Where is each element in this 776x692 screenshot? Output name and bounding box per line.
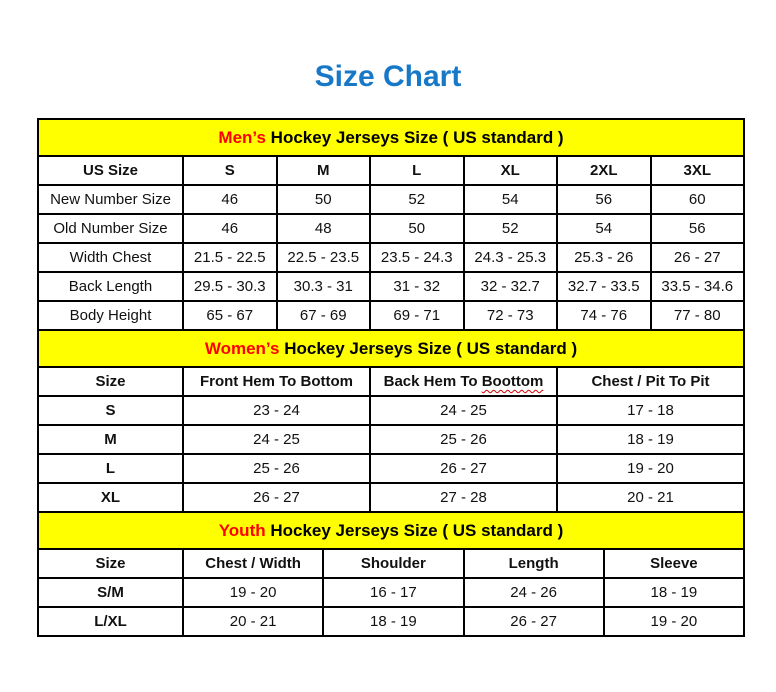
womens-cell-2-1: 26 - 27 bbox=[370, 454, 557, 483]
youth-cell-0-1: 16 - 17 bbox=[323, 578, 463, 607]
womens-row-3 bbox=[38, 483, 744, 512]
womens-row-1 bbox=[38, 425, 744, 454]
youth-banner-highlight: Youth bbox=[218, 520, 266, 540]
womens-column-header-3: Chest / Pit To Pit bbox=[557, 367, 744, 396]
mens-column-header-2: M bbox=[277, 156, 371, 185]
mens-banner-highlight: Men’s bbox=[218, 127, 266, 147]
mens-cell-4-1: 67 - 69 bbox=[277, 301, 371, 330]
youth-row-0 bbox=[38, 578, 744, 607]
mens-column-header-0: US Size bbox=[38, 156, 183, 185]
mens-cell-0-2: 52 bbox=[370, 185, 464, 214]
mens-column-header-6: 3XL bbox=[651, 156, 745, 185]
size-table-youth bbox=[37, 511, 745, 637]
mens-column-header-3: L bbox=[370, 156, 464, 185]
womens-header-row bbox=[38, 367, 744, 396]
mens-cell-4-3: 72 - 73 bbox=[464, 301, 558, 330]
mens-cell-1-5: 56 bbox=[651, 214, 745, 243]
mens-cell-3-2: 31 - 32 bbox=[370, 272, 464, 301]
mens-cell-4-0: 65 - 67 bbox=[183, 301, 277, 330]
youth-header-row bbox=[38, 549, 744, 578]
mens-row-4 bbox=[38, 301, 744, 330]
womens-row-0 bbox=[38, 396, 744, 425]
mens-cell-4-4: 74 - 76 bbox=[557, 301, 651, 330]
youth-cell-1-2: 26 - 27 bbox=[464, 607, 604, 636]
youth-row-label-0: S/M bbox=[38, 578, 183, 607]
mens-row-2 bbox=[38, 243, 744, 272]
mens-cell-2-4: 25.3 - 26 bbox=[557, 243, 651, 272]
womens-cell-1-1: 25 - 26 bbox=[370, 425, 557, 454]
mens-cell-3-0: 29.5 - 30.3 bbox=[183, 272, 277, 301]
mens-cell-0-3: 54 bbox=[464, 185, 558, 214]
womens-cell-0-1: 24 - 25 bbox=[370, 396, 557, 425]
page-title: Size Chart bbox=[314, 60, 462, 93]
womens-cell-0-2: 17 - 18 bbox=[557, 396, 744, 425]
womens-cell-3-0: 26 - 27 bbox=[183, 483, 370, 512]
youth-cell-0-2: 24 - 26 bbox=[464, 578, 604, 607]
mens-banner-row bbox=[38, 119, 744, 156]
youth-cell-1-0: 20 - 21 bbox=[183, 607, 323, 636]
womens-row-2 bbox=[38, 454, 744, 483]
mens-cell-0-0: 46 bbox=[183, 185, 277, 214]
mens-cell-0-5: 60 bbox=[651, 185, 745, 214]
mens-row-1 bbox=[38, 214, 744, 243]
mens-cell-2-5: 26 - 27 bbox=[651, 243, 745, 272]
mens-row-label-4: Body Height bbox=[38, 301, 183, 330]
youth-row-label-1: L/XL bbox=[38, 607, 183, 636]
mens-cell-0-4: 56 bbox=[557, 185, 651, 214]
womens-cell-2-2: 19 - 20 bbox=[557, 454, 744, 483]
womens-row-label-2: L bbox=[38, 454, 183, 483]
youth-column-header-1: Chest / Width bbox=[183, 549, 323, 578]
mens-header-row bbox=[38, 156, 744, 185]
mens-cell-4-2: 69 - 71 bbox=[370, 301, 464, 330]
mens-row-label-1: Old Number Size bbox=[38, 214, 183, 243]
size-table-womens bbox=[37, 329, 745, 513]
youth-column-header-2: Shoulder bbox=[323, 549, 463, 578]
womens-cell-3-1: 27 - 28 bbox=[370, 483, 557, 512]
youth-column-header-4: Sleeve bbox=[604, 549, 744, 578]
mens-cell-4-5: 77 - 80 bbox=[651, 301, 745, 330]
youth-column-header-0: Size bbox=[38, 549, 183, 578]
mens-row-0 bbox=[38, 185, 744, 214]
mens-cell-1-3: 52 bbox=[464, 214, 558, 243]
mens-cell-2-2: 23.5 - 24.3 bbox=[370, 243, 464, 272]
womens-column-header-1: Front Hem To Bottom bbox=[183, 367, 370, 396]
womens-column-header-0: Size bbox=[38, 367, 183, 396]
size-tables bbox=[37, 118, 745, 637]
size-table-mens bbox=[37, 118, 745, 331]
mens-cell-0-1: 50 bbox=[277, 185, 371, 214]
womens-row-label-1: M bbox=[38, 425, 183, 454]
womens-banner-highlight: Women’s bbox=[204, 338, 280, 358]
mens-cell-3-1: 30.3 - 31 bbox=[277, 272, 371, 301]
mens-cell-2-0: 21.5 - 22.5 bbox=[183, 243, 277, 272]
youth-cell-0-0: 19 - 20 bbox=[183, 578, 323, 607]
mens-row-label-2: Width Chest bbox=[38, 243, 183, 272]
mens-cell-2-3: 24.3 - 25.3 bbox=[464, 243, 558, 272]
mens-column-header-4: XL bbox=[464, 156, 558, 185]
mens-cell-1-1: 48 bbox=[277, 214, 371, 243]
mens-row-3 bbox=[38, 272, 744, 301]
mens-cell-1-2: 50 bbox=[370, 214, 464, 243]
youth-banner: Youth Hockey Jerseys Size ( US standard ) bbox=[38, 512, 744, 549]
youth-cell-1-3: 19 - 20 bbox=[604, 607, 744, 636]
womens-cell-1-2: 18 - 19 bbox=[557, 425, 744, 454]
womens-row-label-0: S bbox=[38, 396, 183, 425]
mens-cell-2-1: 22.5 - 23.5 bbox=[277, 243, 371, 272]
youth-cell-1-1: 18 - 19 bbox=[323, 607, 463, 636]
mens-banner: Men’s Hockey Jerseys Size ( US standard ) bbox=[38, 119, 744, 156]
womens-banner-row bbox=[38, 330, 744, 367]
mens-row-label-3: Back Length bbox=[38, 272, 183, 301]
mens-cell-1-4: 54 bbox=[557, 214, 651, 243]
womens-cell-0-0: 23 - 24 bbox=[183, 396, 370, 425]
womens-column-header-2: Back Hem To Boottom bbox=[370, 367, 557, 396]
womens-row-label-3: XL bbox=[38, 483, 183, 512]
womens-cell-2-0: 25 - 26 bbox=[183, 454, 370, 483]
mens-cell-1-0: 46 bbox=[183, 214, 277, 243]
youth-cell-0-3: 18 - 19 bbox=[604, 578, 744, 607]
youth-column-header-3: Length bbox=[464, 549, 604, 578]
womens-banner: Women’s Hockey Jerseys Size ( US standard ) bbox=[38, 330, 744, 367]
youth-row-1 bbox=[38, 607, 744, 636]
mens-cell-3-5: 33.5 - 34.6 bbox=[651, 272, 745, 301]
youth-banner-row bbox=[38, 512, 744, 549]
mens-cell-3-3: 32 - 32.7 bbox=[464, 272, 558, 301]
womens-cell-3-2: 20 - 21 bbox=[557, 483, 744, 512]
mens-column-header-1: S bbox=[183, 156, 277, 185]
misspelled-word: Boottom bbox=[481, 373, 544, 390]
mens-column-header-5: 2XL bbox=[557, 156, 651, 185]
mens-cell-3-4: 32.7 - 33.5 bbox=[557, 272, 651, 301]
mens-row-label-0: New Number Size bbox=[38, 185, 183, 214]
womens-cell-1-0: 24 - 25 bbox=[183, 425, 370, 454]
